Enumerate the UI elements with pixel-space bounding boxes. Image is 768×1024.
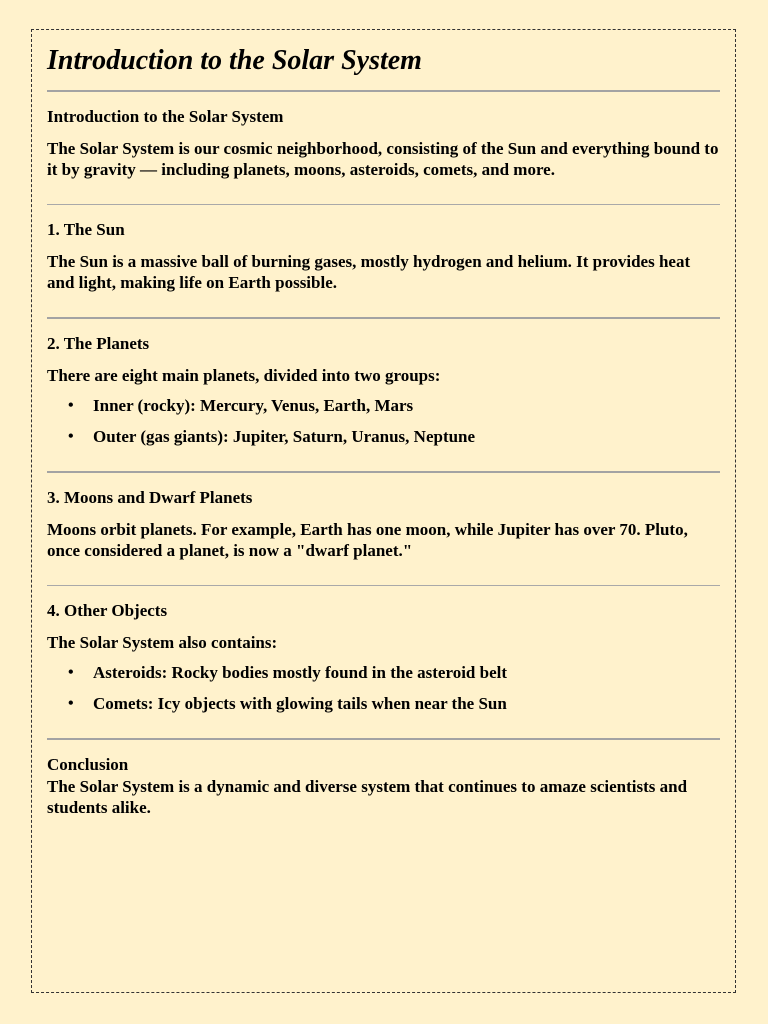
section-heading: Conclusion [47, 755, 129, 774]
planet-groups-list [47, 396, 720, 447]
divider [47, 471, 720, 473]
section-intro [47, 107, 720, 180]
section-planets [47, 334, 720, 447]
section-heading: 1. The Sun [47, 220, 125, 239]
section-text: The Solar System is a dynamic and diverse system that continues to amaze scientists and students alike. [47, 777, 688, 817]
divider [47, 738, 720, 740]
page-title: Introduction to the Solar System [47, 45, 422, 76]
list-item: • Comets: Icy objects with glowing tails when near the Sun [68, 694, 507, 713]
section-text: There are eight main planets, divided into two groups: [47, 366, 441, 385]
section-heading: 3. Moons and Dwarf Planets [47, 488, 253, 507]
section-moons [47, 488, 720, 561]
list-item: • Asteroids: Rocky bodies mostly found in the asteroid belt [68, 663, 508, 682]
other-objects-list [47, 663, 720, 714]
section-sun [47, 220, 720, 293]
list-item: • Outer (gas giants): Jupiter, Saturn, Uranus, Neptune [68, 427, 476, 446]
divider [47, 204, 720, 205]
document-page [31, 29, 736, 993]
divider [47, 585, 720, 586]
bullet-icon: • [68, 397, 74, 414]
divider [47, 317, 720, 319]
section-other-objects [47, 601, 720, 714]
section-heading: 2. The Planets [47, 334, 150, 353]
section-text: The Solar System is our cosmic neighborhood, consisting of the Sun and everything bound to it by gravity — including planets, moons, asteroids, comets, and more. [47, 139, 719, 179]
bullet-icon: • [68, 664, 74, 681]
section-text: The Solar System also contains: [47, 633, 278, 652]
section-heading: Introduction to the Solar System [47, 107, 284, 126]
section-text: The Sun is a massive ball of burning gases, mostly hydrogen and helium. It provides heat and light, making life on Earth possible. [47, 252, 691, 292]
bullet-icon: • [68, 695, 74, 712]
divider [47, 90, 720, 92]
section-text: Moons orbit planets. For example, Earth has one moon, while Jupiter has over 70. Pluto, once considered a planet, is now a "dwarf planet." [47, 520, 688, 560]
list-item: • Inner (rocky): Mercury, Venus, Earth, Mars [68, 396, 414, 415]
section-heading: 4. Other Objects [47, 601, 168, 620]
bullet-icon: • [68, 428, 74, 445]
section-conclusion [47, 755, 720, 818]
